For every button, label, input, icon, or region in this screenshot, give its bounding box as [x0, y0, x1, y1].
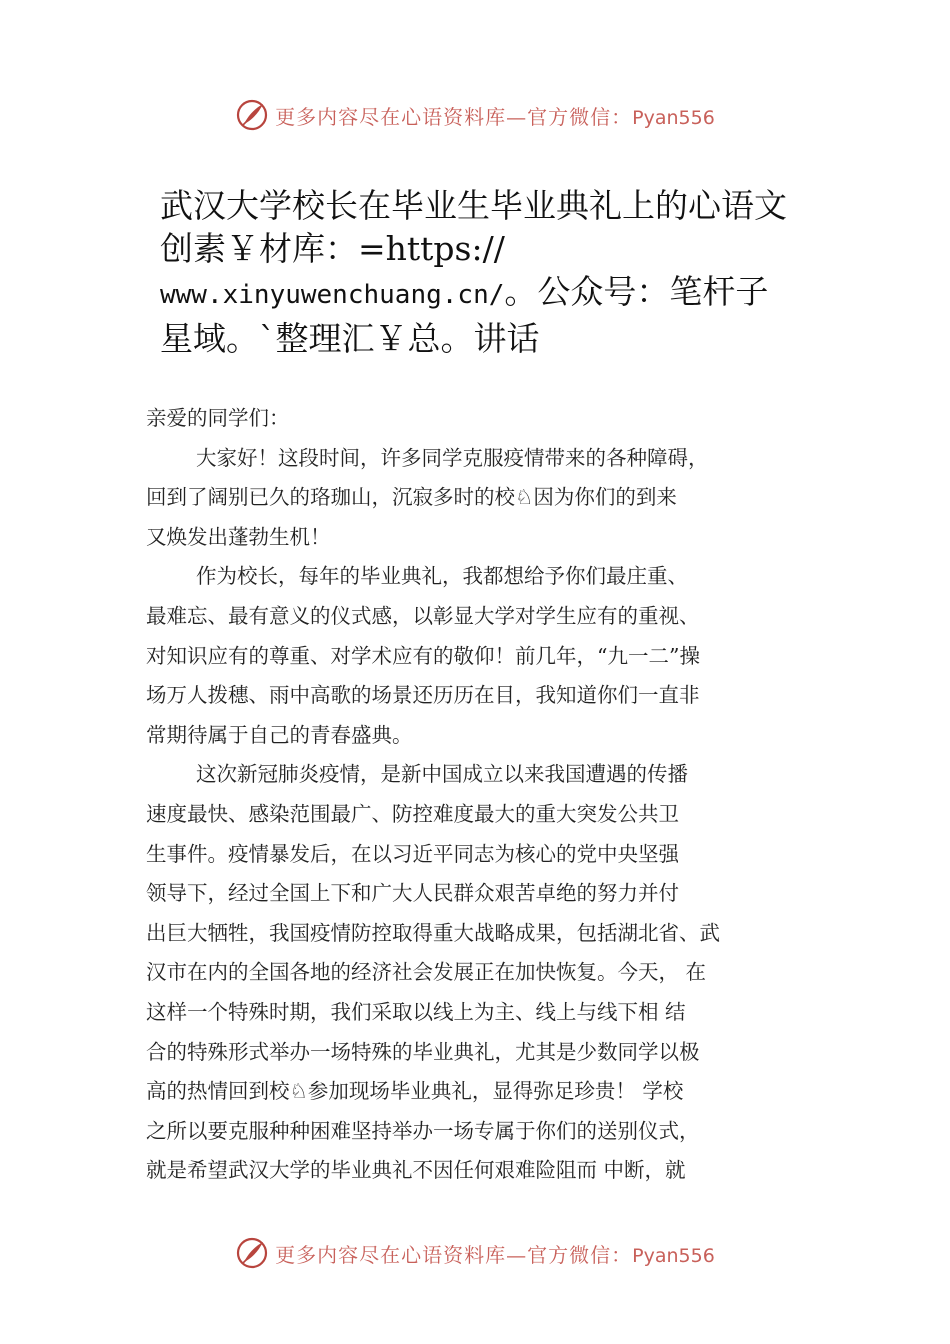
document-body — [146, 399, 846, 1191]
body-line: 就是希望武汉大学的毕业典礼不因任何艰难险阻而 中断，就 — [146, 1158, 686, 1183]
title-line-3 — [160, 270, 840, 317]
body-line: 出巨大牺牲，我国疫情防控取得重大战略成果，包括湖北省、武 — [146, 920, 720, 945]
title-line-2 — [160, 227, 840, 270]
banner-slogan: 更多内容尽在心语资料库—官方微信： — [275, 104, 633, 129]
title-url: www.xinyuwenchuang.cn/ — [160, 280, 505, 310]
body-line: 回到了阔别已久的珞珈山，沉寂多时的校♘因为你们的到来 — [146, 485, 677, 510]
body-line: 最难忘、最有意义的仪式感，以彰显大学对学生应有的重视、 — [146, 603, 700, 628]
body-line: 速度最快、感染范围最广、防控难度最大的重大突发公共卫 — [146, 801, 679, 826]
body-line: 大家好！这段时间，许多同学克服疫情带来的各种障碍， — [196, 445, 709, 470]
body-line: 高的热情回到校♘参加现场毕业典礼，显得弥足珍贵！ 学校 — [146, 1079, 684, 1104]
banner-text — [275, 1239, 715, 1268]
title-line-1: 武汉大学校长在毕业生毕业典礼上的心语文 — [160, 186, 787, 225]
wechat-id: Pyan556 — [632, 1244, 715, 1267]
body-line: 汉市在内的全国各地的经济社会发展正在加快恢复。今天， 在 — [146, 960, 707, 985]
body-line: 这次新冠肺炎疫情，是新中国成立以来我国遭遇的传播 — [196, 762, 688, 787]
footer-banner — [0, 1233, 950, 1273]
body-line: 这样一个特殊时期，我们采取以线上为主、线上与线下相 结 — [146, 999, 686, 1024]
document-title — [160, 184, 840, 360]
body-line: 作为校长，每年的毕业典礼，我都想给予你们最庄重、 — [196, 564, 688, 589]
body-line: 生事件。疫情暴发后，在以习近平同志为核心的党中央坚强 — [146, 841, 679, 866]
salutation: 亲爱的同学们： — [146, 406, 290, 430]
quill-logo-icon — [235, 1236, 269, 1270]
title-line-2-text: 创素￥材库：=https:// — [160, 229, 505, 268]
body-line: 又焕发出蓬勃生机！ — [146, 524, 331, 549]
body-line: 对知识应有的尊重、对学术应有的敬仰！前几年，“九一二”操 — [146, 643, 700, 668]
title-line-3-text: 。公众号：笔杆子 — [504, 272, 769, 311]
wechat-id: Pyan556 — [632, 106, 715, 129]
quill-logo-icon — [235, 98, 269, 132]
banner-slogan: 更多内容尽在心语资料库—官方微信： — [275, 1242, 633, 1267]
banner-text — [275, 101, 715, 130]
body-line: 之所以要克服种种困难坚持举办一场专属于你们的送别仪式， — [146, 1118, 700, 1143]
title-line-4: 星域。`整理汇￥总。讲话 — [160, 319, 540, 358]
body-line: 常期待属于自己的青春盛典。 — [146, 722, 413, 747]
body-line: 合的特殊形式举办一场特殊的毕业典礼，尤其是少数同学以极 — [146, 1039, 700, 1064]
header-banner — [0, 95, 950, 135]
body-line: 场万人拨穗、雨中高歌的场景还历历在目，我知道你们一直非 — [146, 683, 700, 708]
body-line: 领导下，经过全国上下和广大人民群众艰苦卓绝的努力并付 — [146, 881, 679, 906]
